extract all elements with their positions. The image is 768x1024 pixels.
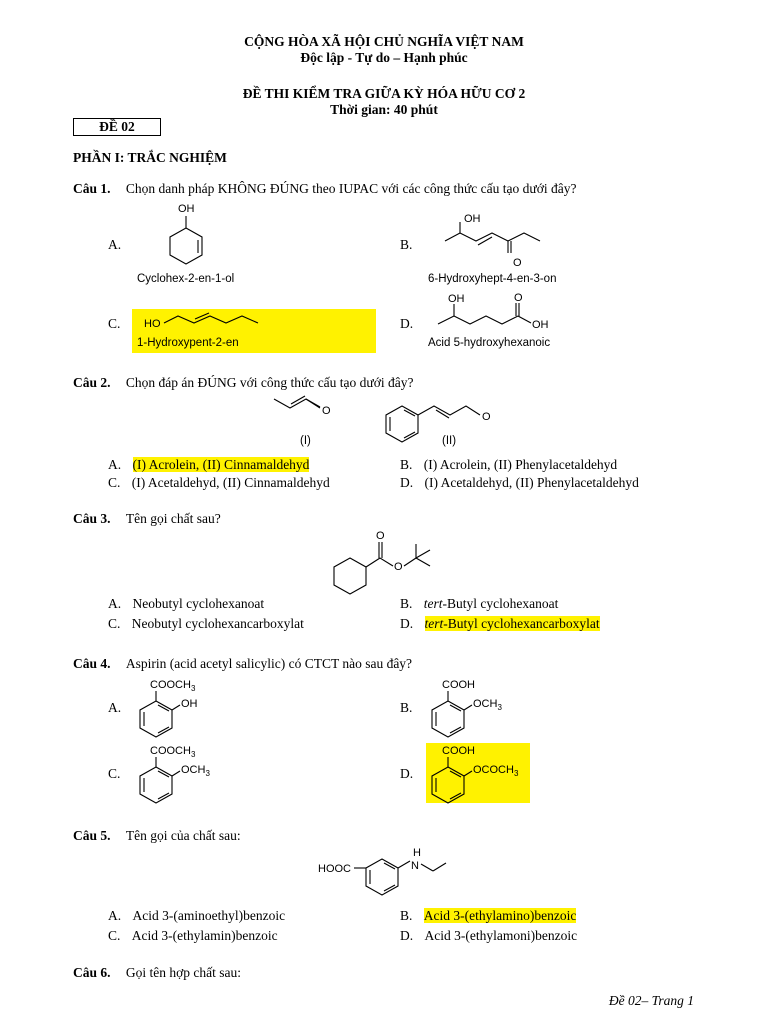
q3-option-b[interactable] (400, 596, 558, 612)
exam-code: ĐỀ 02 (99, 119, 135, 134)
q2-option-c[interactable] (108, 475, 330, 491)
header-motto: Độc lập - Tự do – Hạnh phúc (300, 50, 468, 65)
q4-text: Aspirin (acid acetyl salicylic) có CTCT nào sau đây? (125, 656, 413, 671)
q4-option-c-letter[interactable]: C. (108, 766, 121, 781)
q3-option-a-text: Neobutyl cyclohexanoat (132, 596, 265, 611)
q4-b-structure (428, 677, 528, 747)
q6-prompt (73, 965, 241, 981)
q3-number: Câu 3. (73, 511, 111, 526)
q1-c-ho-label: HO (144, 318, 161, 330)
q5-option-a-text: Acid 3-(aminoethyl)benzoic (132, 908, 286, 923)
q3-option-a-letter: A. (108, 596, 122, 611)
q5-prompt (73, 828, 241, 844)
q4-option-d-letter[interactable]: D. (400, 766, 414, 781)
q2-label-1: (I) (300, 435, 311, 447)
q3-option-c[interactable] (108, 616, 304, 632)
q1-option-b-letter[interactable]: B. (400, 237, 413, 252)
q2-option-a-letter: A. (108, 457, 122, 472)
q5-option-c-letter: C. (108, 928, 121, 943)
q4-option-b-letter[interactable]: B. (400, 700, 413, 715)
q2-prompt (73, 375, 413, 391)
q5-option-a[interactable] (108, 908, 285, 924)
q2-option-b[interactable] (400, 457, 617, 473)
q3-structure (330, 530, 440, 590)
q5-hooc-label: HOOC (318, 863, 351, 875)
q2-structure-1 (270, 395, 340, 425)
q3-option-d[interactable] (400, 616, 600, 632)
q2-option-d-text: (I) Acetaldehyd, (II) Phenylacetaldehyd (424, 475, 639, 490)
q1-b-oh-label: OH (464, 213, 481, 225)
q4-a-top-label: $COOCH_3$ (150, 679, 196, 693)
q5-option-a-letter: A. (108, 908, 122, 923)
q4-d-structure (428, 743, 528, 813)
q3-option-d-text: -Butyl cyclohexancarboxylat (443, 616, 600, 631)
q1-c-structure (140, 308, 280, 333)
q3-option-a[interactable] (108, 596, 264, 612)
q4-prompt (73, 656, 412, 672)
q3-option-b-text: -Butyl cyclohexanoat (442, 596, 559, 611)
q1-number: Câu 1. (73, 181, 111, 196)
exam-title: ĐỀ THI KIỂM TRA GIỮA KỲ HÓA HỮU CƠ 2 (242, 86, 526, 101)
q4-a-structure (136, 677, 226, 747)
q2-structure-2 (380, 392, 500, 437)
q4-d-side-label: $OCOCH_3$ (473, 764, 519, 778)
q1-text: Chọn danh pháp KHÔNG ĐÚNG theo IUPAC với các công thức cấu tạo dưới đây? (125, 181, 577, 196)
q2-text: Chọn đáp án ĐÚNG với công thức cấu tạo dưới đây? (125, 375, 414, 390)
q1-a-caption: Cyclohex-2-en-1-ol (137, 273, 235, 285)
q2-o1-label: O (322, 405, 331, 417)
q5-option-b-text: Acid 3-(ethylamino)benzoic (423, 908, 577, 923)
q5-option-d-text: Acid 3-(ethylamoni)benzoic (424, 928, 578, 943)
q1-d-o-label: O (514, 292, 523, 304)
q1-c-caption: 1-Hydroxypent-2-en (137, 337, 239, 349)
q1-option-a-letter[interactable]: A. (108, 237, 122, 252)
q1-d-oh2-label: OH (532, 319, 549, 331)
q2-option-c-letter: C. (108, 475, 121, 490)
q3-option-b-italic: tert (423, 596, 443, 611)
q3-option-c-letter: C. (108, 616, 121, 631)
q2-label-2: (II) (442, 435, 457, 447)
q6-number: Câu 6. (73, 965, 111, 980)
q4-c-structure (136, 743, 236, 813)
q1-b-structure (440, 208, 560, 268)
q5-number: Câu 5. (73, 828, 111, 843)
q4-d-top-label: COOH (442, 745, 475, 757)
q3-prompt (73, 511, 221, 527)
q4-option-a-letter[interactable]: A. (108, 700, 122, 715)
q3-option-b-letter: B. (400, 596, 413, 611)
q1-prompt (73, 181, 576, 197)
q2-option-a-text: (I) Acrolein, (II) Cinnamaldehyd (132, 457, 310, 472)
q1-a-structure (150, 200, 230, 270)
header-nation: CỘNG HÒA XÃ HỘI CHỦ NGHĨA VIỆT NAM (244, 34, 524, 49)
q4-b-top-label: COOH (442, 679, 475, 691)
q1-d-structure (430, 290, 560, 335)
q5-text: Tên gọi của chất sau: (125, 828, 241, 843)
q5-option-c[interactable] (108, 928, 278, 944)
q5-n-label: N (411, 860, 419, 872)
page-footer: Đề 02– Trang 1 (608, 993, 694, 1008)
q1-d-oh-label: OH (448, 293, 465, 305)
q2-option-a[interactable] (108, 457, 309, 473)
q4-b-side-label: $OCH_3$ (473, 698, 502, 712)
q5-option-b-letter: B. (400, 908, 413, 923)
exam-time: Thời gian: 40 phút (330, 102, 438, 117)
q4-number: Câu 4. (73, 656, 111, 671)
q5-option-b[interactable] (400, 908, 576, 924)
q2-option-d[interactable] (400, 475, 639, 491)
q3-option-c-text: Neobutyl cyclohexancarboxylat (131, 616, 304, 631)
q4-a-side-label: OH (181, 698, 198, 710)
exam-code-box (73, 118, 161, 136)
q5-option-c-text: Acid 3-(ethylamin)benzoic (131, 928, 278, 943)
q1-a-oh-label: OH (178, 203, 195, 215)
q5-option-d-letter: D. (400, 928, 414, 943)
q4-c-top-label: $COOCH_3$ (150, 745, 196, 759)
q1-b-caption: 6-Hydroxyhept-4-en-3-on (428, 273, 557, 285)
q2-option-b-letter: B. (400, 457, 413, 472)
q5-option-d[interactable] (400, 928, 577, 944)
q5-h-label: H (413, 847, 421, 859)
q1-option-c-letter[interactable]: C. (108, 316, 121, 331)
q1-b-o-label: O (513, 257, 522, 269)
q2-o2-label: O (482, 411, 491, 423)
q3-text: Tên gọi chất sau? (125, 511, 221, 526)
q2-number: Câu 2. (73, 375, 111, 390)
q3-o-top-label: O (376, 530, 385, 542)
q6-text: Gọi tên hợp chất sau: (125, 965, 242, 980)
q2-option-d-letter: D. (400, 475, 414, 490)
q2-option-c-text: (I) Acetaldehyd, (II) Cinnamaldehyd (131, 475, 330, 490)
q1-d-caption: Acid 5-hydroxyhexanoic (428, 337, 551, 349)
q2-option-b-text: (I) Acrolein, (II) Phenylacetaldehyd (423, 457, 618, 472)
q4-c-side-label: $OCH_3$ (181, 764, 210, 778)
q3-option-d-italic: tert (424, 616, 444, 631)
q5-structure (316, 845, 476, 905)
section-title: PHẦN I: TRẮC NGHIỆM (73, 150, 227, 165)
q3-option-d-letter: D. (400, 616, 414, 631)
q1-option-d-letter[interactable]: D. (400, 316, 414, 331)
q3-o-ester-label: O (394, 561, 403, 573)
